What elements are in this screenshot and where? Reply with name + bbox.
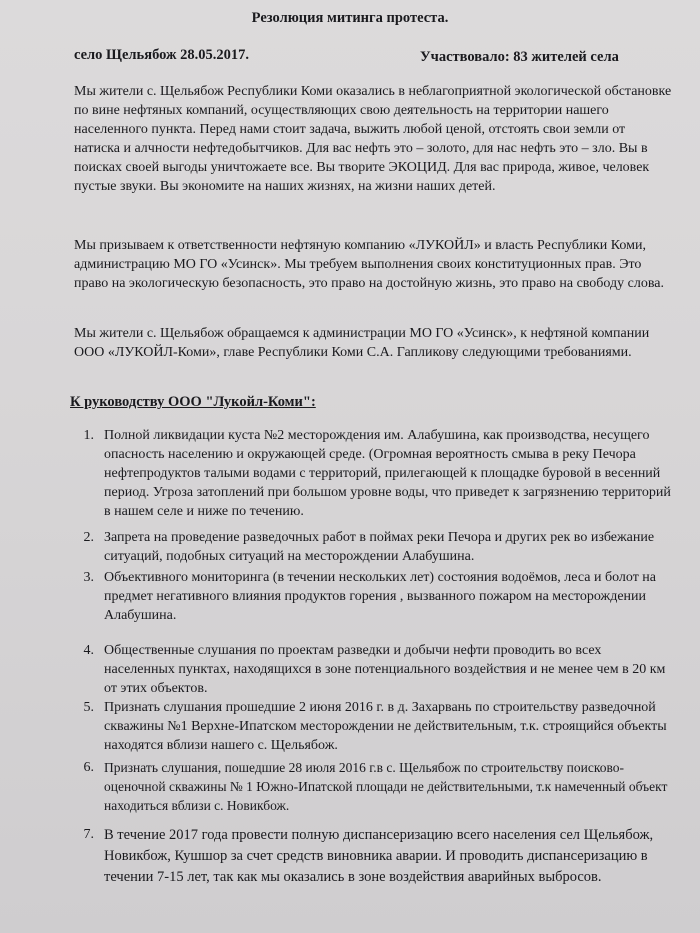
paragraph-appeal: Мы призываем к ответственности нефтяную компанию «ЛУКОЙЛ» и власть Республики Коми, администрацию МО ГО «Усинск». Мы требуем выполнения своих конституционных прав. Это право на экологическую безопасность, это право на достойную жизнь, это право на свободу слова.	[74, 238, 664, 291]
demand-text: Признать слушания прошедшие 2 июня 2016 г. в д. Захарвань по строительству разведочной скважины №1 Верхне-Ипатском месторождении не действительным, т.к. строящийся объекты находятся вблизи нашего с. Щельябож.	[104, 700, 667, 753]
demand-number: 2.	[83, 530, 94, 545]
demand-number: 6.	[83, 760, 94, 775]
demand-number: 3.	[83, 570, 94, 585]
document-title: Резолюция митинга протеста.	[251, 10, 449, 26]
demand-number: 4.	[83, 643, 94, 658]
demand-number: 1.	[83, 428, 94, 443]
paragraph-intro: Мы жители с. Щельябож Республики Коми оказались в неблагоприятной экологической обстановке по вине нефтяных компаний, осуществляющих свою деятельность на территории нашего населенного пункта. Перед нами стоит задача, выжить любой ценой, отстоять свои земли от натиска и алчности нефтедобытчиков. Для вас нефть это – золото, для нас нефть это – зло. Вы в поисках своей выгоды уничтожаете все. Вы творите ЭКОЦИД. Для вас природа, живое, человек пустые звуки. Вы экономите на наших жизнях, на жизни наших детей.	[74, 84, 672, 194]
demand-number: 5.	[83, 700, 94, 715]
place-date: село Щельябож 28.05.2017.	[74, 47, 250, 63]
paragraph-address: Мы жители с. Щельябож обращаемся к администрации МО ГО «Усинск», к нефтяной компании ООО «ЛУКОЙЛ-Коми», главе Республики Коми С.А. Гапликову следующими требованиями.	[74, 326, 650, 360]
demand-text: Полной ликвидации куста №2 месторождения им. Алабушина, как производства, несущего опасность населению и окружающей среде. (Огромная вероятность смыва в реку Печора нефтепродуктов талыми водами с территорий, прилегающей к площадке буровой в весенний период. Угроза затоплений при большом уровне воды, что приведет к загрязнению территорий в нашем селе и ниже по течению.	[104, 428, 671, 519]
demand-text: Общественные слушания по проектам разведки и добычи нефти проводить во всех населенных пунктах, находящихся в зоне потенциального воздействия и не менее чем в 20 км от этих объектов.	[104, 643, 666, 696]
section-heading: К руководству ООО "Лукойл-Коми":	[70, 394, 316, 410]
demand-text: Признать слушания, пошедшие 28 июля 2016 г.в с. Щельябож по строительству поисково-оценочной скважины № 1 Южно-Ипатской площади не действительными, т.к намеченный объект находиться вблизи с. Новикбож.	[104, 760, 668, 813]
demand-text: Запрета на проведение разведочных работ в поймах реки Печора и других рек во избежание ситуаций, подобных ситуаций на месторождении Алабушина.	[104, 530, 655, 564]
demand-text: Объективного мониторинга (в течении нескольких лет) состояния водоёмов, леса и болот на предмет негативного влияния продуктов горения , вызванного пожаром на месторождении Алабушина.	[104, 570, 657, 623]
demand-text: В течение 2017 года провести полную диспансеризацию всего населения сел Щельябож, Новикбож, Кушшор за счет средств виновника аварии. И проводить диспансеризацию в течении 7-15 лет, так как мы оказались в зоне воздействия аварийных выбросов.	[104, 827, 654, 885]
participants-count: Участвовало: 83 жителей села	[420, 49, 619, 65]
demand-number: 7.	[83, 827, 94, 842]
